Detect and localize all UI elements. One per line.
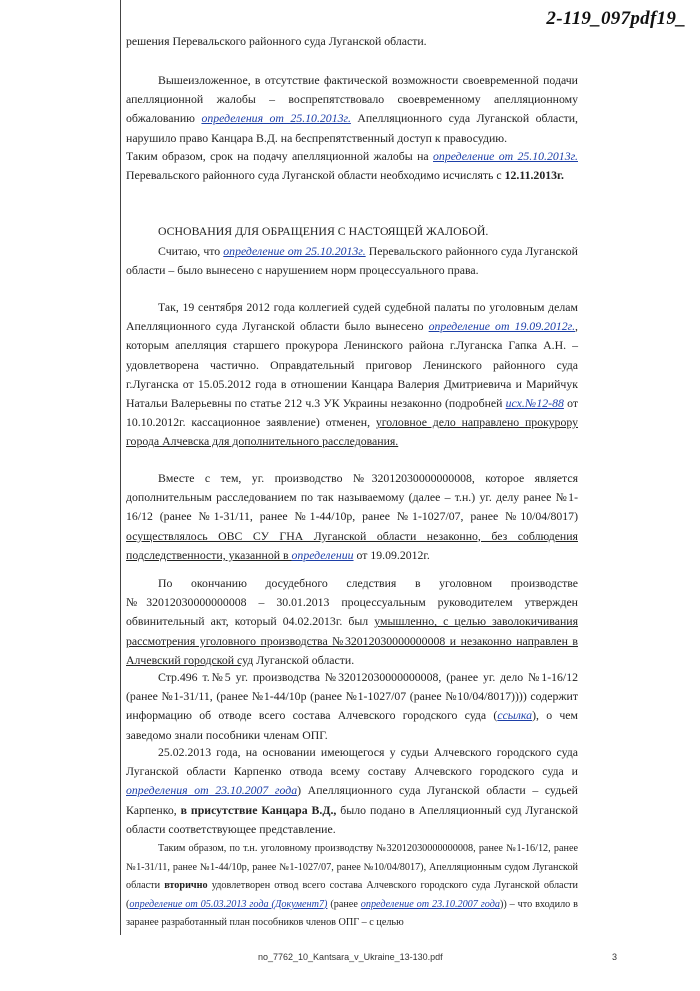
link-ruling[interactable]: определении bbox=[291, 547, 354, 562]
paragraph-4 bbox=[126, 242, 578, 280]
section-heading bbox=[126, 222, 578, 241]
underlined-text: умышленно, с целью заволокичивания рассмотрения уголовного производства №32012030000000008 и незаконно направлен в Алчевский городской суд bbox=[126, 614, 579, 667]
text: Перевальского районного суда Луганской области необходимо исчислять с bbox=[126, 168, 505, 183]
text: Вышеизложенное, в отсутствие фактической возможности своевременной подачи апелляционной жалобы – воспрепятствовало своевременному апелляционному обжалованию bbox=[126, 73, 578, 126]
text: Вместе с тем, уг. производство №32012030000000008, которое является дополнительным расследованием по так называемому (далее – т.н.) уг. делу ранее №1-16/12 (ранее №1-31/11, ранее №1-44/10р, ранее №1-1027/07, ранее №10/04/8017) bbox=[126, 471, 578, 524]
text: Перевальского районного суда Луганской области – было вынесено с нарушением норм процессуального права. bbox=[126, 244, 578, 278]
text: решения Перевальского районного суда Луганской области. bbox=[126, 34, 427, 48]
text: Таким образом, по т.н. уголовному производству №32012030000000008, ранее №1-16/12, ранее №1-31/11, ранее №1-44/10р, ранее №1-1027/07, ранее №10/04/8017), Апелляционным судом Луганской области bbox=[126, 843, 578, 892]
link-ruling-23-10-2007[interactable]: определение от 23.10.2007 года bbox=[360, 898, 500, 910]
text: Таким образом, срок на подачу апелляционной жалобы на bbox=[126, 149, 434, 163]
paragraph-9 bbox=[126, 743, 578, 839]
link-ruling-25-10-2013[interactable]: определения от 25.10.2013г. bbox=[201, 111, 351, 126]
paragraph-1 bbox=[126, 71, 578, 148]
deadline-date: 12.11.2013г. bbox=[504, 168, 564, 183]
text: Считаю, что bbox=[158, 244, 224, 258]
text: Так, 19 сентября 2012 года коллегией судей судебной палаты по уголовным делам Апелляционного суда Луганской области было вынесено bbox=[126, 300, 578, 334]
text: было подано в Апелляционный суд Луганской области соответствующее представление. bbox=[126, 802, 579, 836]
text: 25.02.2013 года, на основании имеющегося у судьи Алчевского городского суда Луганской области Карпенко отвода всему составу Алчевского городского суда и bbox=[126, 745, 578, 779]
link-ruling-25-10-2013[interactable]: определение от 25.10.2013г. bbox=[433, 149, 578, 163]
paragraph-6 bbox=[126, 469, 578, 565]
document-code-header: 2-119_097pdf19_ bbox=[546, 8, 686, 29]
binding-line bbox=[120, 0, 121, 935]
footer-filename: no_7762_10_Kantsara_v_Ukraine_13-130.pdf bbox=[258, 952, 443, 962]
paragraph-10 bbox=[126, 840, 578, 933]
text: от 10.10.2012г. кассационное заявление) отменен, bbox=[126, 396, 578, 430]
underlined-text: уголовное дело направлено прокурору города Алчевска для дополнительного расследования. bbox=[126, 415, 578, 449]
underlined-text: осуществлялось ОВС СУ ГНА Луганской области незаконно, без соблюдения подследственности, указанной в bbox=[126, 528, 578, 562]
paragraph-2 bbox=[126, 147, 578, 185]
paragraph-7 bbox=[126, 574, 578, 670]
link-ruling-25-10-2013[interactable]: определение от 25.10.2013г. bbox=[223, 244, 366, 258]
page-number: 3 bbox=[612, 952, 618, 962]
text: Луганской области. bbox=[253, 652, 355, 667]
paragraph-intro bbox=[126, 32, 578, 51]
text: , которым апелляция старшего прокурора Ленинского района г.Луганска Гапка А.Н. – удовлетворена частично. Оправдательный приговор Ленинского районного суда г.Луганска от 15.05.2012 года в отношении Канцара Валерия Дмитриевича и Марийчук Натальи Валерьевны по статье 212 ч.3 УК Украины незаконно (подробней bbox=[126, 319, 578, 411]
text: По окончанию досудебного следствия в уголовном производстве №32012030000000008 – 30.01.2013 процессуальным руководителем утвержден обвинительный акт, который 04.02.2013г. был bbox=[126, 576, 578, 629]
text: (ранее bbox=[327, 898, 361, 910]
text: )) – что входило в заранее разработанный план пособников членов ОПГ – с целью bbox=[126, 898, 578, 929]
link-ruling-23-10-2007[interactable]: определения от 23.10.2007 года bbox=[126, 783, 298, 798]
paragraph-8 bbox=[126, 668, 578, 745]
text: удовлетворен отвод всего состава Алчевского городского суда Луганской области ( bbox=[126, 880, 578, 910]
text: ) Апелляционного суда Луганской области – судьей Карпенко, bbox=[126, 783, 578, 817]
link-reference[interactable]: ссылка bbox=[497, 708, 533, 723]
paragraph-5 bbox=[126, 298, 578, 452]
text: от 19.09.2012г. bbox=[353, 547, 430, 562]
text: Стр.496 т.№5 уг. производства №32012030000000008, (ранее уг. дело №1-16/12 (ранее №1-31/11, (ранее №1-44/10р (ранее №1-1027/07 (ранее №10/04/8017)))) содержит информацию об отводе всего состава Алчевского городского суда ( bbox=[126, 670, 578, 723]
bold-text: в присутствие Канцара В.Д., bbox=[180, 802, 337, 817]
link-ref-12-88[interactable]: исх.№12-88 bbox=[505, 396, 564, 411]
heading-text: ОСНОВАНИЯ ДЛЯ ОБРАЩЕНИЯ С НАСТОЯЩЕЙ ЖАЛОБОЙ. bbox=[158, 224, 489, 238]
text: Апелляционного суда Луганской области, нарушило право Канцара В.Д. на беспрепятственный доступ к правосудию. bbox=[126, 111, 578, 145]
bold-text: вторично bbox=[164, 880, 208, 892]
text: ), о чем заведомо знали пособники членам ОПГ. bbox=[126, 708, 578, 742]
link-ruling-19-09-2012[interactable]: определение от 19.09.2012г. bbox=[428, 319, 576, 334]
link-ruling-05-03-2013[interactable]: определение от 05.03.2013 года (Документ7) bbox=[129, 898, 328, 910]
